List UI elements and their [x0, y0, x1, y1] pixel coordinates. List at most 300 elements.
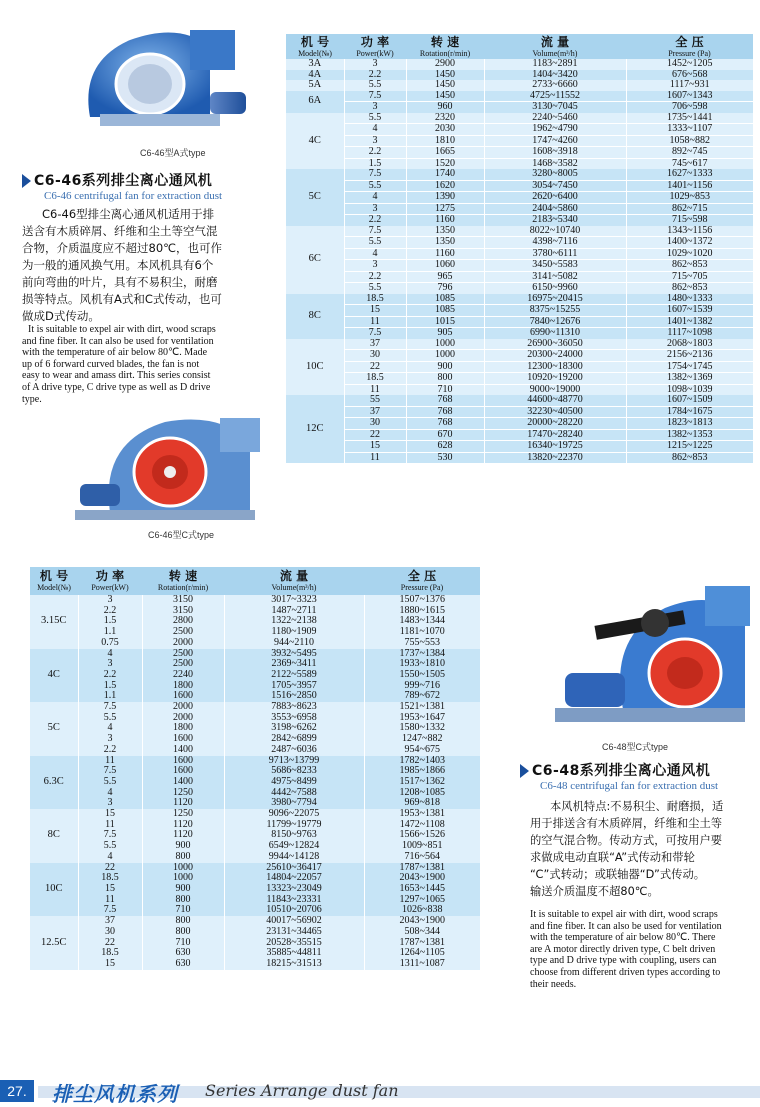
volume-cell: 3980~7794 — [224, 798, 364, 809]
speed-cell: 1620 — [406, 180, 484, 192]
volume-cell: 40017~56902 — [224, 916, 364, 927]
power-cell: 3 — [344, 260, 406, 272]
power-cell: 5.5 — [344, 237, 406, 249]
speed-cell: 1450 — [406, 80, 484, 91]
speed-cell: 1160 — [406, 248, 484, 260]
power-cell: 7.5 — [78, 830, 142, 841]
pressure-cell: 755~553 — [364, 638, 480, 649]
table-row — [286, 91, 753, 102]
speed-cell: 1400 — [142, 745, 224, 756]
power-cell: 55 — [344, 395, 406, 406]
volume-cell: 25610~36417 — [224, 863, 364, 874]
table-row — [286, 260, 753, 272]
table-row — [286, 215, 753, 226]
speed-cell: 1000 — [406, 339, 484, 350]
speed-cell: 1600 — [142, 734, 224, 745]
power-cell: 2.2 — [344, 215, 406, 226]
pressure-cell: 1343~1156 — [626, 226, 753, 237]
power-cell: 18.5 — [344, 373, 406, 385]
power-cell: 7.5 — [78, 766, 142, 777]
pressure-cell: 715~705 — [626, 271, 753, 283]
volume-cell: 4975~8499 — [224, 777, 364, 788]
volume-cell: 13323~23049 — [224, 884, 364, 895]
pressure-cell: 1264~1105 — [364, 948, 480, 959]
power-cell: 2.2 — [78, 606, 142, 617]
power-cell: 7.5 — [344, 169, 406, 180]
power-cell: 18.5 — [344, 294, 406, 305]
power-cell: 22 — [78, 938, 142, 949]
pressure-cell: 1953~1381 — [364, 809, 480, 820]
pressure-cell: 969~818 — [364, 798, 480, 809]
table-row — [30, 745, 480, 756]
volume-cell: 7883~8623 — [224, 702, 364, 713]
volume-cell: 1180~1909 — [224, 627, 364, 638]
speed-cell: 900 — [406, 361, 484, 373]
power-cell: 11 — [344, 316, 406, 328]
table-row — [286, 169, 753, 180]
volume-cell: 6990~11310 — [484, 328, 626, 339]
c6-46-title-cn: C6-46系列排尘离心通风机 — [34, 173, 213, 189]
fan-48-image — [545, 578, 755, 736]
col-speed: 转 速 Rotation(r/min) — [142, 567, 224, 595]
power-cell: 3 — [344, 59, 406, 70]
arrow-icon — [22, 174, 31, 188]
volume-cell: 2404~5860 — [484, 203, 626, 215]
power-cell: 15 — [344, 305, 406, 317]
volume-cell: 13820~22370 — [484, 452, 626, 463]
pressure-cell: 1009~851 — [364, 841, 480, 852]
volume-cell: 20300~24000 — [484, 350, 626, 362]
pressure-cell: 1483~1344 — [364, 616, 480, 627]
volume-cell: 20000~28220 — [484, 418, 626, 430]
pressure-cell: 1517~1362 — [364, 777, 480, 788]
table-row — [286, 59, 753, 70]
volume-cell: 6549~12824 — [224, 841, 364, 852]
volume-cell: 16340~19725 — [484, 441, 626, 453]
speed-cell: 800 — [142, 916, 224, 927]
speed-cell: 1740 — [406, 169, 484, 180]
power-cell: 3 — [78, 734, 142, 745]
volume-cell: 3450~5583 — [484, 260, 626, 272]
speed-cell: 1160 — [406, 215, 484, 226]
c6-48-title-en: C6-48 centrifugal fan for extraction dust — [540, 780, 719, 792]
model-cell: 10C — [30, 863, 78, 917]
power-cell: 1.5 — [78, 616, 142, 627]
volume-cell: 1322~2138 — [224, 616, 364, 627]
volume-cell: 2842~6899 — [224, 734, 364, 745]
speed-cell: 1000 — [142, 873, 224, 884]
table-row — [286, 373, 753, 385]
table-row — [30, 959, 480, 970]
table-row — [286, 350, 753, 362]
pressure-cell: 2156~2136 — [626, 350, 753, 362]
volume-cell: 7840~12676 — [484, 316, 626, 328]
volume-cell: 1404~3420 — [484, 70, 626, 81]
volume-cell: 2240~5460 — [484, 113, 626, 124]
model-cell: 6C — [286, 226, 344, 294]
footer-series-en: Series Arrange dust fan — [205, 1081, 399, 1100]
pressure-cell: 789~672 — [364, 691, 480, 702]
speed-cell: 2000 — [142, 702, 224, 713]
speed-cell: 2320 — [406, 113, 484, 124]
speed-cell: 630 — [142, 948, 224, 959]
pressure-cell: 1215~1225 — [626, 441, 753, 453]
page-footer — [0, 1078, 760, 1104]
speed-cell: 1600 — [142, 766, 224, 777]
power-cell: 5.5 — [344, 113, 406, 124]
power-cell: 5.5 — [344, 283, 406, 294]
volume-cell: 1608~3918 — [484, 147, 626, 159]
c6-46-table-body — [286, 59, 753, 463]
pressure-cell: 1029~1020 — [626, 248, 753, 260]
power-cell: 15 — [344, 441, 406, 453]
speed-cell: 670 — [406, 429, 484, 441]
volume-cell: 11799~19779 — [224, 820, 364, 831]
pressure-cell: 1058~882 — [626, 135, 753, 147]
c6-48-desc-cn: 本风机特点:不易积尘、耐磨损，适 用于排送含有木质碎屑，纤维和尘土等 的空气混合物。传动方式，可按用户要 求做成电动直联“A”式传动和带轮 “C”式转动；或联轴器“D”式传动。 输送介质温度不超80℃。 — [530, 800, 724, 898]
pressure-cell: 1472~1108 — [364, 820, 480, 831]
pressure-cell: 862~853 — [626, 452, 753, 463]
power-cell: 4 — [344, 248, 406, 260]
speed-cell: 3150 — [142, 606, 224, 617]
power-cell: 30 — [344, 350, 406, 362]
pressure-cell: 1382~1369 — [626, 373, 753, 385]
power-cell: 3 — [344, 203, 406, 215]
table-row — [286, 80, 753, 91]
pressure-cell: 1208~1085 — [364, 788, 480, 799]
volume-cell: 3553~6958 — [224, 713, 364, 724]
pressure-cell: 1401~1382 — [626, 316, 753, 328]
volume-cell: 9713~13799 — [224, 756, 364, 767]
power-cell: 7.5 — [78, 905, 142, 916]
speed-cell: 1000 — [406, 350, 484, 362]
power-cell: 1.5 — [344, 158, 406, 169]
pressure-cell: 1607~1509 — [626, 395, 753, 406]
fan-48-caption: C6-48型C式type — [602, 742, 669, 752]
volume-cell: 16975~20415 — [484, 294, 626, 305]
power-cell: 5.5 — [78, 713, 142, 724]
volume-cell: 4442~7588 — [224, 788, 364, 799]
volume-cell: 3130~7045 — [484, 102, 626, 113]
speed-cell: 1085 — [406, 294, 484, 305]
model-cell: 8C — [30, 809, 78, 863]
pressure-cell: 892~745 — [626, 147, 753, 159]
pressure-cell: 1653~1445 — [364, 884, 480, 895]
volume-cell: 1487~2711 — [224, 606, 364, 617]
power-cell: 3 — [344, 102, 406, 113]
pressure-cell: 1507~1376 — [364, 595, 480, 606]
speed-cell: 1390 — [406, 192, 484, 204]
speed-cell: 800 — [142, 927, 224, 938]
table-row — [286, 418, 753, 430]
speed-cell: 1450 — [406, 70, 484, 81]
speed-cell: 900 — [142, 884, 224, 895]
speed-cell: 2800 — [142, 616, 224, 627]
volume-cell: 2183~5340 — [484, 215, 626, 226]
speed-cell: 1250 — [142, 809, 224, 820]
volume-cell: 3280~8005 — [484, 169, 626, 180]
volume-cell: 1747~4260 — [484, 135, 626, 147]
table-header-row — [30, 567, 480, 595]
fan-c-image — [70, 412, 265, 527]
speed-cell: 900 — [142, 841, 224, 852]
pressure-cell: 1737~1384 — [364, 649, 480, 660]
table-row — [286, 147, 753, 159]
volume-cell: 944~2110 — [224, 638, 364, 649]
power-cell: 30 — [344, 418, 406, 430]
table-header-row — [286, 34, 753, 59]
pressure-cell: 862~853 — [626, 283, 753, 294]
power-cell: 4 — [78, 788, 142, 799]
speed-cell: 710 — [142, 938, 224, 949]
col-pressure: 全 压 Pressure (Pa) — [626, 34, 753, 59]
pressure-cell: 1787~1381 — [364, 863, 480, 874]
power-cell: 15 — [78, 959, 142, 970]
power-cell: 5.5 — [78, 841, 142, 852]
pressure-cell: 1401~1156 — [626, 180, 753, 192]
pressure-cell: 1480~1333 — [626, 294, 753, 305]
model-cell: 4A — [286, 70, 344, 81]
footer-series-cn: 排尘风机系列 — [52, 1082, 178, 1106]
pressure-cell: 2068~1803 — [626, 339, 753, 350]
volume-cell: 2620~6400 — [484, 192, 626, 204]
pressure-cell: 1566~1526 — [364, 830, 480, 841]
power-cell: 18.5 — [78, 873, 142, 884]
volume-cell: 3054~7450 — [484, 180, 626, 192]
power-cell: 4 — [78, 723, 142, 734]
volume-cell: 5686~8233 — [224, 766, 364, 777]
speed-cell: 2900 — [406, 59, 484, 70]
speed-cell: 2030 — [406, 124, 484, 136]
power-cell: 4 — [78, 649, 142, 660]
volume-cell: 10510~20706 — [224, 905, 364, 916]
col-model: 机 号 Model(№) — [30, 567, 78, 595]
volume-cell: 14804~22057 — [224, 873, 364, 884]
c6-46-spec-table — [286, 34, 753, 463]
table-row — [286, 406, 753, 418]
power-cell: 11 — [78, 756, 142, 767]
model-cell: 4C — [286, 113, 344, 170]
power-cell: 37 — [78, 916, 142, 927]
power-cell: 7.5 — [78, 702, 142, 713]
table-row — [286, 339, 753, 350]
c6-46-title — [22, 170, 222, 202]
model-cell: 12.5C — [30, 916, 78, 970]
power-cell: 11 — [78, 895, 142, 906]
power-cell: 2.2 — [344, 147, 406, 159]
speed-cell: 628 — [406, 441, 484, 453]
power-cell: 22 — [344, 361, 406, 373]
power-cell: 18.5 — [78, 948, 142, 959]
speed-cell: 1520 — [406, 158, 484, 169]
volume-cell: 4725~11552 — [484, 91, 626, 102]
table-row — [286, 305, 753, 317]
speed-cell: 1350 — [406, 226, 484, 237]
fan-a-caption: C6-46型A式type — [140, 148, 206, 158]
volume-cell: 9000~19000 — [484, 384, 626, 395]
volume-cell: 10920~19200 — [484, 373, 626, 385]
pressure-cell: 1607~1539 — [626, 305, 753, 317]
volume-cell: 2733~6660 — [484, 80, 626, 91]
speed-cell: 710 — [406, 384, 484, 395]
speed-cell: 1665 — [406, 147, 484, 159]
model-cell: 5C — [30, 702, 78, 756]
power-cell: 7.5 — [344, 91, 406, 102]
power-cell: 3 — [344, 135, 406, 147]
volume-cell: 44600~48770 — [484, 395, 626, 406]
speed-cell: 796 — [406, 283, 484, 294]
table-row — [286, 180, 753, 192]
table-row — [286, 113, 753, 124]
model-cell: 3.15C — [30, 595, 78, 649]
pressure-cell: 1550~1505 — [364, 670, 480, 681]
table-row — [286, 226, 753, 237]
pressure-cell: 1333~1107 — [626, 124, 753, 136]
pressure-cell: 2043~1900 — [364, 873, 480, 884]
volume-cell: 26900~36050 — [484, 339, 626, 350]
c6-48-spec-table — [30, 567, 480, 970]
volume-cell: 3141~5082 — [484, 271, 626, 283]
pressure-cell: 862~853 — [626, 260, 753, 272]
table-row — [286, 237, 753, 249]
volume-cell: 32230~40500 — [484, 406, 626, 418]
pressure-cell: 1521~1381 — [364, 702, 480, 713]
volume-cell: 8022~10740 — [484, 226, 626, 237]
table-row — [30, 638, 480, 649]
table-row — [286, 294, 753, 305]
table-row — [286, 429, 753, 441]
power-cell: 4 — [78, 852, 142, 863]
speed-cell: 2500 — [142, 649, 224, 660]
speed-cell: 800 — [406, 373, 484, 385]
power-cell: 2.2 — [344, 70, 406, 81]
pressure-cell: 1026~838 — [364, 905, 480, 916]
power-cell: 11 — [78, 820, 142, 831]
col-volume: 流 量 Volume(m³/h) — [484, 34, 626, 59]
speed-cell: 630 — [142, 959, 224, 970]
speed-cell: 1120 — [142, 830, 224, 841]
power-cell: 1.1 — [78, 691, 142, 702]
power-cell: 5.5 — [78, 777, 142, 788]
volume-cell: 1705~3957 — [224, 681, 364, 692]
table-row — [30, 927, 480, 938]
power-cell: 30 — [78, 927, 142, 938]
c6-48-title-cn: C6-48系列排尘离心通风机 — [532, 763, 711, 779]
pressure-cell: 1029~853 — [626, 192, 753, 204]
speed-cell: 2500 — [142, 659, 224, 670]
power-cell: 11 — [344, 384, 406, 395]
arrow-icon — [520, 764, 529, 778]
volume-cell: 6150~9960 — [484, 283, 626, 294]
speed-cell: 530 — [406, 452, 484, 463]
table-row — [286, 395, 753, 406]
pressure-cell: 706~598 — [626, 102, 753, 113]
speed-cell: 768 — [406, 418, 484, 430]
c6-46-title-en: C6-46 centrifugal fan for extraction dust — [44, 190, 223, 202]
volume-cell: 11843~23331 — [224, 895, 364, 906]
volume-cell: 8150~9763 — [224, 830, 364, 841]
fan-c-caption: C6-46型C式type — [148, 530, 215, 540]
col-power: 功 率 Power(kW) — [344, 34, 406, 59]
speed-cell: 960 — [406, 102, 484, 113]
speed-cell: 1400 — [142, 777, 224, 788]
volume-cell: 23131~34465 — [224, 927, 364, 938]
speed-cell: 1120 — [142, 798, 224, 809]
power-cell: 15 — [78, 884, 142, 895]
volume-cell: 1516~2850 — [224, 691, 364, 702]
power-cell: 11 — [344, 452, 406, 463]
volume-cell: 1468~3582 — [484, 158, 626, 169]
pressure-cell: 1953~1647 — [364, 713, 480, 724]
speed-cell: 1350 — [406, 237, 484, 249]
speed-cell: 768 — [406, 406, 484, 418]
model-cell: 3A — [286, 59, 344, 70]
volume-cell: 12300~18300 — [484, 361, 626, 373]
c6-48-desc-en: It is suitable to expel air with dirt, wood scraps and fine fiber. It can also be used for ventilation with the temperature of air below 80℃. There are A motor directly driven type, C belt driven type and D drive type with coupling, users can choose from different driven types according to their needs. — [530, 909, 722, 990]
table-row — [286, 316, 753, 328]
pressure-cell: 999~716 — [364, 681, 480, 692]
speed-cell: 1810 — [406, 135, 484, 147]
fan-a-image — [70, 22, 250, 142]
c6-48-title — [520, 760, 718, 792]
pressure-cell: 1117~931 — [626, 80, 753, 91]
speed-cell: 2240 — [142, 670, 224, 681]
speed-cell: 905 — [406, 328, 484, 339]
volume-cell: 3017~3323 — [224, 595, 364, 606]
speed-cell: 1450 — [406, 91, 484, 102]
speed-cell: 768 — [406, 395, 484, 406]
power-cell: 1.1 — [78, 627, 142, 638]
pressure-cell: 862~715 — [626, 203, 753, 215]
speed-cell: 1800 — [142, 681, 224, 692]
volume-cell: 1962~4790 — [484, 124, 626, 136]
pressure-cell: 1787~1381 — [364, 938, 480, 949]
pressure-cell: 954~675 — [364, 745, 480, 756]
pressure-cell: 1985~1866 — [364, 766, 480, 777]
power-cell: 22 — [78, 863, 142, 874]
power-cell: 22 — [344, 429, 406, 441]
pressure-cell: 1880~1615 — [364, 606, 480, 617]
model-cell: 4C — [30, 649, 78, 703]
volume-cell: 35885~44811 — [224, 948, 364, 959]
pressure-cell: 1784~1675 — [626, 406, 753, 418]
model-cell: 5A — [286, 80, 344, 91]
speed-cell: 800 — [142, 852, 224, 863]
volume-cell: 2122~5589 — [224, 670, 364, 681]
speed-cell: 1250 — [142, 788, 224, 799]
table-row — [286, 135, 753, 147]
pressure-cell: 1580~1332 — [364, 723, 480, 734]
volume-cell: 1183~2891 — [484, 59, 626, 70]
speed-cell: 3150 — [142, 595, 224, 606]
speed-cell: 2000 — [142, 638, 224, 649]
model-cell: 5C — [286, 169, 344, 226]
pressure-cell: 2043~1900 — [364, 916, 480, 927]
volume-cell: 8375~15255 — [484, 305, 626, 317]
volume-cell: 17470~28240 — [484, 429, 626, 441]
pressure-cell: 1382~1353 — [626, 429, 753, 441]
table-row — [286, 361, 753, 373]
table-row — [286, 283, 753, 294]
pressure-cell: 1452~1205 — [626, 59, 753, 70]
pressure-cell: 1823~1813 — [626, 418, 753, 430]
table-row — [286, 192, 753, 204]
col-volume: 流 量 Volume(m³/h) — [224, 567, 364, 595]
table-row — [286, 271, 753, 283]
col-speed: 转 速 Rotation(r/min) — [406, 34, 484, 59]
pressure-cell: 1627~1333 — [626, 169, 753, 180]
pressure-cell: 1098~1039 — [626, 384, 753, 395]
